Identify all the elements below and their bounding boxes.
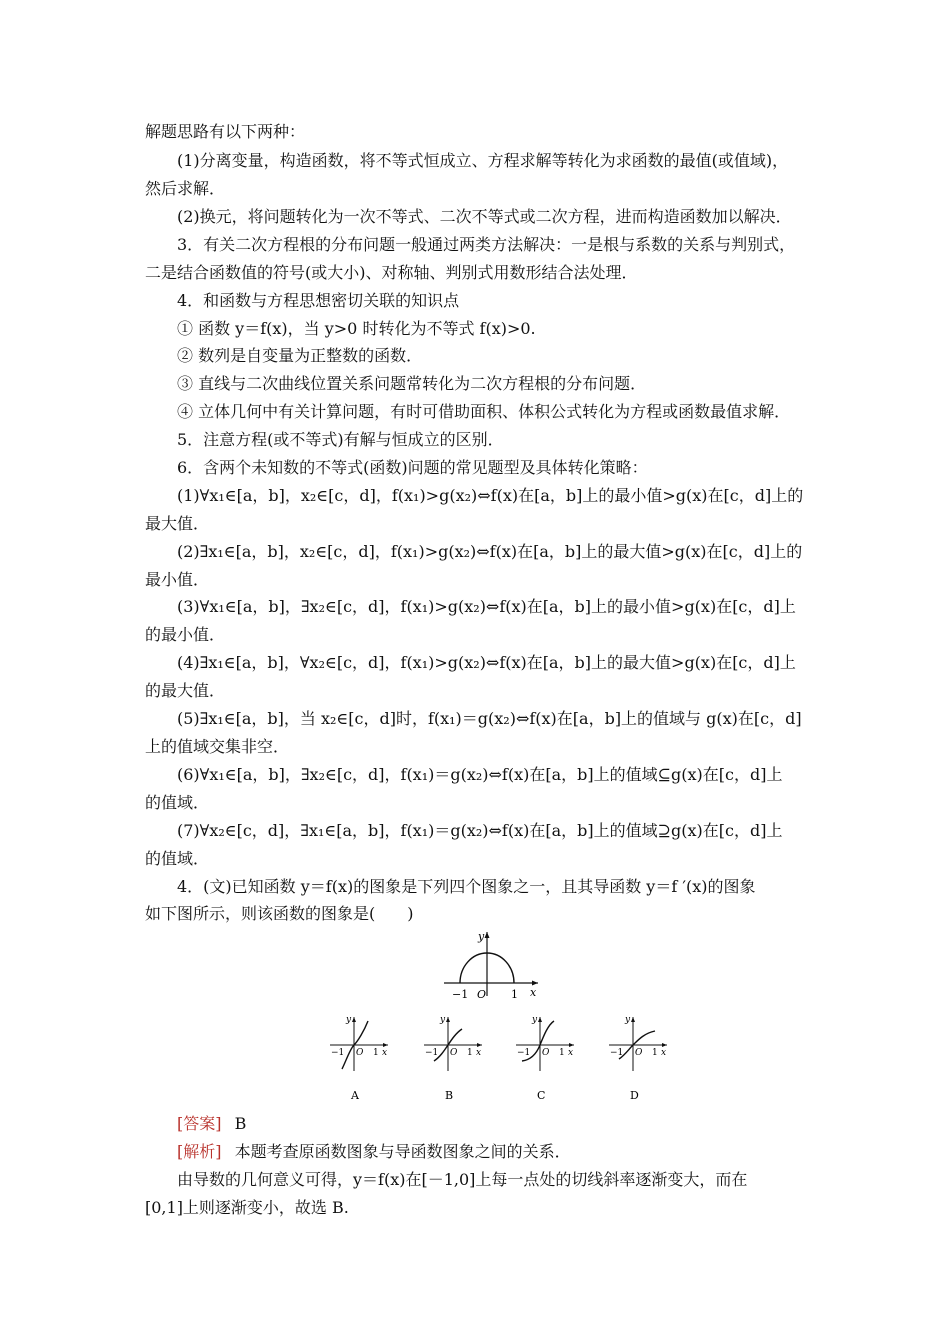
option-graph-b — [420, 1011, 488, 1103]
tick-label-neg1: −1 — [452, 988, 469, 1000]
answer-tag: [答案] — [177, 1114, 222, 1133]
origin-label: O — [356, 1048, 364, 1058]
axis-label-x: x — [661, 1048, 667, 1058]
paragraph: 最大值． — [145, 514, 210, 533]
paragraph: 二是结合函数值的符号(或大小)、对称轴、判别式用数形结合法处理． — [145, 263, 638, 282]
paragraph: (2)换元，将问题转化为一次不等式、二次不等式或二次方程，进而构造函数加以解决． — [177, 207, 792, 226]
paragraph: (4)∃x₁∈[a，b]，∀x₂∈[c，d]，f(x₁)>g(x₂)⇔f(x)在[a，b]上的最大值>g(x)在[c，d]上 — [177, 653, 796, 672]
origin-label: O — [477, 988, 487, 1000]
paragraph: 上的值域交集非空． — [145, 737, 290, 756]
option-label: B — [445, 1089, 454, 1102]
axis-label-y: y — [346, 1015, 352, 1025]
option-label: C — [537, 1089, 546, 1102]
tick-label-neg1: −1 — [425, 1048, 439, 1058]
paragraph: 由导数的几何意义可得，y＝f(x)在[－1,0]上每一点处的切线斜率逐渐变大，而在 — [177, 1170, 748, 1189]
origin-label: O — [542, 1048, 550, 1058]
origin-label: O — [635, 1048, 643, 1058]
paragraph: 然后求解． — [145, 179, 226, 198]
axis-label-y: y — [478, 930, 485, 943]
paragraph: 4．和函数与方程思想密切关联的知识点 — [177, 291, 460, 310]
paragraph: 的最小值． — [145, 625, 226, 644]
paragraph: ① 函数 y＝f(x)，当 y>0 时转化为不等式 f(x)>0. — [177, 319, 536, 338]
paragraph: (7)∀x₂∈[c，d]，∃x₁∈[a，b]，f(x₁)＝g(x₂)⇔f(x)在[a，b]上的值域⊇g(x)在[c，d]上 — [177, 821, 783, 840]
derivative-graph — [430, 928, 550, 1000]
axis-label-x: x — [530, 986, 537, 999]
origin-label: O — [450, 1048, 458, 1058]
option-label: D — [630, 1089, 639, 1102]
paragraph: 如下图所示，则该函数的图象是( ) — [145, 904, 414, 923]
option-graph-d — [605, 1011, 673, 1103]
paragraph: (3)∀x₁∈[a，b]，∃x₂∈[c，d]，f(x₁)>g(x₂)⇔f(x)在[a，b]上的最小值>g(x)在[c，d]上 — [177, 597, 796, 616]
tick-label-1: 1 — [559, 1048, 565, 1058]
paragraph: 3．有关二次方程根的分布问题一般通过两类方法解决：一是根与系数的关系与判别式， — [177, 235, 796, 254]
option-graph-a — [326, 1011, 394, 1103]
tick-label-neg1: −1 — [517, 1048, 531, 1058]
axis-label-y: y — [440, 1015, 446, 1025]
paragraph: 4．(文)已知函数 y＝f(x)的图象是下列四个图象之一，且其导函数 y＝f ′(x)的图象 — [177, 877, 756, 896]
paragraph: (6)∀x₁∈[a，b]，∃x₂∈[c，d]，f(x₁)＝g(x₂)⇔f(x)在[a，b]上的值域⊆g(x)在[c，d]上 — [177, 765, 783, 784]
tick-label-1: 1 — [467, 1048, 473, 1058]
tick-label-neg1: −1 — [610, 1048, 624, 1058]
tick-label-1: 1 — [652, 1048, 658, 1058]
option-label: A — [351, 1089, 359, 1102]
analysis-text: 本题考查原函数图象与导函数图象之间的关系． — [234, 1142, 571, 1161]
tick-label-1: 1 — [373, 1048, 379, 1058]
axis-label-x: x — [568, 1048, 574, 1058]
answer-line — [177, 1110, 810, 1138]
axis-label-x: x — [382, 1048, 388, 1058]
paragraph: 5．注意方程(或不等式)有解与恒成立的区别． — [177, 430, 504, 449]
option-graph-c — [512, 1011, 580, 1103]
tick-label-neg1: −1 — [331, 1048, 345, 1058]
paragraph: 的最大值． — [145, 681, 226, 700]
paragraph: ② 数列是自变量为正整数的函数． — [177, 346, 423, 365]
paragraph: ③ 直线与二次曲线位置关系问题常转化为二次方程根的分布问题． — [177, 374, 647, 393]
paragraph: (2)∃x₁∈[a，b]，x₂∈[c，d]，f(x₁)>g(x₂)⇔f(x)在[a，b]上的最大值>g(x)在[c，d]上的 — [177, 542, 803, 561]
paragraph: (1)分离变量，构造函数，将不等式恒成立、方程求解等转化为求函数的最值(或值域)， — [177, 151, 789, 170]
paragraph: 的值域． — [145, 849, 210, 868]
paragraph: (1)∀x₁∈[a，b]，x₂∈[c，d]，f(x₁)>g(x₂)⇔f(x)在[a，b]上的最小值>g(x)在[c，d]上的 — [177, 486, 804, 505]
paragraph: 6．含两个未知数的不等式(函数)问题的常见题型及具体转化策略： — [177, 458, 648, 477]
answer-value: B — [234, 1114, 247, 1133]
axis-label-y: y — [625, 1015, 631, 1025]
tick-label-1: 1 — [511, 988, 518, 1000]
analysis-line — [177, 1138, 810, 1166]
axis-label-y: y — [532, 1015, 538, 1025]
paragraph: 的值域． — [145, 793, 210, 812]
analysis-tag: [解析] — [177, 1142, 222, 1161]
paragraph: (5)∃x₁∈[a，b]，当 x₂∈[c，d]时，f(x₁)＝g(x₂)⇔f(x)在[a，b]上的值域与 g(x)在[c，d] — [177, 709, 802, 728]
axis-label-x: x — [476, 1048, 482, 1058]
paragraph: ④ 立体几何中有关计算问题，有时可借助面积、体积公式转化为方程或函数最值求解． — [177, 402, 791, 421]
paragraph: [0,1]上则逐渐变小，故选 B. — [145, 1198, 349, 1217]
paragraph: 最小值． — [145, 570, 210, 589]
paragraph: 解题思路有以下两种： — [145, 122, 306, 141]
